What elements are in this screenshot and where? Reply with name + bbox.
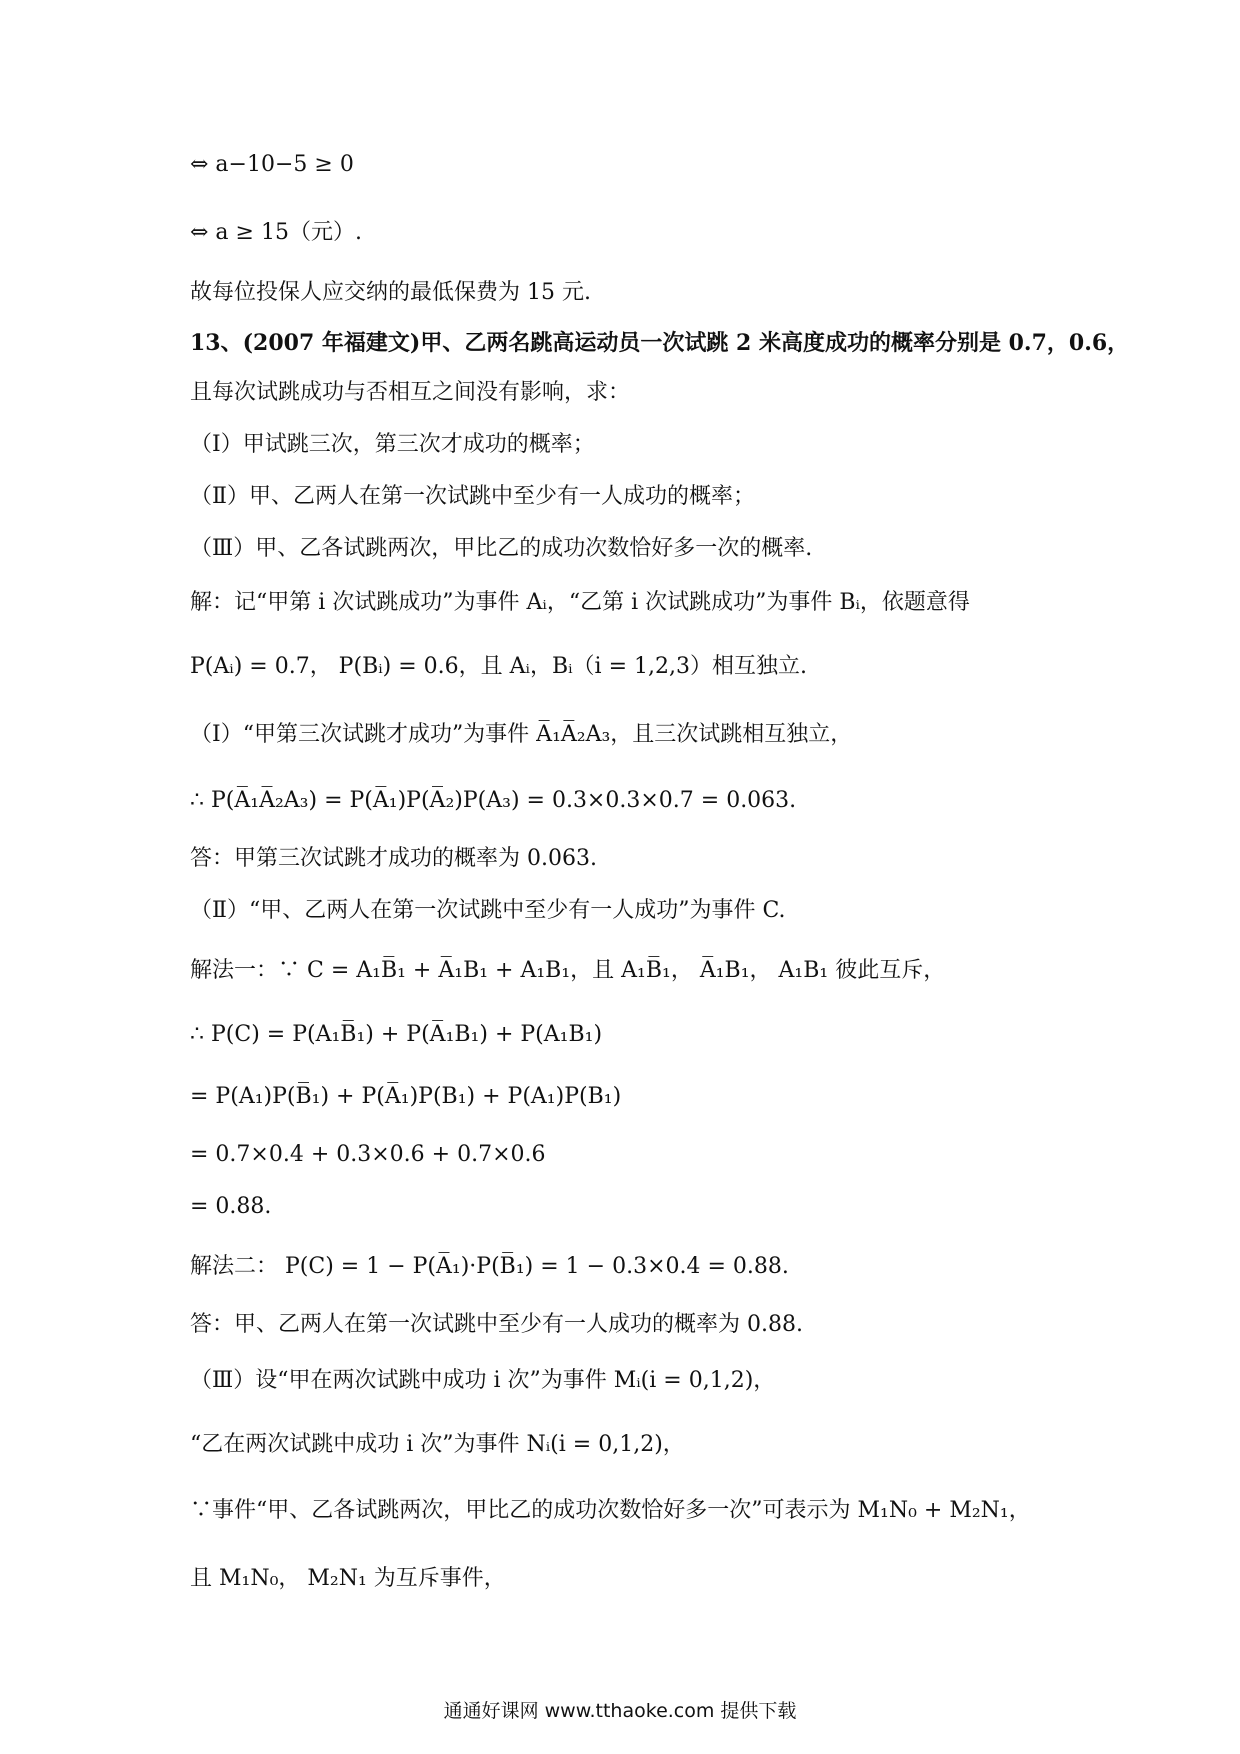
text-line-3: 故每位投保人应交纳的最低保费为 15 元. <box>190 280 591 305</box>
text-line-5: 且每次试跳成功与否相互之间没有影响，求： <box>190 380 631 405</box>
text-line-22: （Ⅲ）设“甲在两次试跳中成功 i 次”为事件 Mᵢ(i = 0,1,2)， <box>190 1368 776 1393</box>
text-line-6: （Ⅰ）甲试跳三次，第三次才成功的概率； <box>190 432 595 457</box>
text-line-15: 解法一：∵ C = A₁B̅₁ + A̅₁B₁ + A₁B₁，且 A₁B̅₁， A̅₁B₁， A₁B₁ 彼此互斥， <box>190 958 946 983</box>
text-line-14: （Ⅱ）“甲、乙两人在第一次试跳中至少有一人成功”为事件 C. <box>190 898 786 923</box>
text-line-20: 解法二： P(C) = 1 − P(A̅₁)·P(B̅₁) = 1 − 0.3×0.4 = 0.88. <box>190 1254 789 1279</box>
text-line-23: “乙在两次试跳中成功 i 次”为事件 Nᵢ(i = 0,1,2)， <box>190 1432 685 1457</box>
text-line-2: ⇔ a ≥ 15（元）. <box>190 220 362 245</box>
text-line-17: = P(A₁)P(B̅₁) + P(A̅₁)P(B₁) + P(A₁)P(B₁) <box>190 1084 622 1109</box>
text-line-16: ∴ P(C) = P(A₁B̅₁) + P(A̅₁B₁) + P(A₁B₁) <box>190 1022 603 1047</box>
text-line-8: （Ⅲ）甲、乙各试跳两次，甲比乙的成功次数恰好多一次的概率. <box>190 536 813 561</box>
text-line-12: ∴ P(A̅₁A̅₂A₃) = P(A̅₁)P(A̅₂)P(A₃) = 0.3×0.3×0.7 = 0.063. <box>190 788 797 813</box>
text-line-18: = 0.7×0.4 + 0.3×0.6 + 0.7×0.6 <box>190 1142 546 1167</box>
text-line-1: ⇔ a−10−5 ≥ 0 <box>190 152 354 177</box>
text-line-9: 解：记“甲第 i 次试跳成功”为事件 Aᵢ，“乙第 i 次试跳成功”为事件 Bᵢ，依题意得 <box>190 590 970 615</box>
text-line-10: P(Aᵢ) = 0.7， P(Bᵢ) = 0.6，且 Aᵢ，Bᵢ（i = 1,2,3）相互独立. <box>190 654 807 679</box>
text-line-24: ∵事件“甲、乙各试跳两次，甲比乙的成功次数恰好多一次”可表示为 M₁N₀ + M₂N₁， <box>190 1498 1031 1523</box>
text-line-4: 13、(2007 年福建文)甲、乙两名跳高运动员一次试跳 2 米高度成功的概率分别是 0.7，0.6， <box>190 330 1130 356</box>
text-line-7: （Ⅱ）甲、乙两人在第一次试跳中至少有一人成功的概率； <box>190 484 755 509</box>
text-line-11: （Ⅰ）“甲第三次试跳才成功”为事件 A̅₁A̅₂A₃，且三次试跳相互独立， <box>190 722 853 747</box>
text-line-19: = 0.88. <box>190 1194 272 1219</box>
text-line-25: 且 M₁N₀， M₂N₁ 为互斥事件， <box>190 1566 506 1591</box>
page-footer: 通通好课网 www.tthaoke.com 提供下载 <box>443 1700 797 1722</box>
text-line-21: 答：甲、乙两人在第一次试跳中至少有一人成功的概率为 0.88. <box>190 1312 803 1337</box>
text-line-13: 答：甲第三次试跳才成功的概率为 0.063. <box>190 846 597 871</box>
